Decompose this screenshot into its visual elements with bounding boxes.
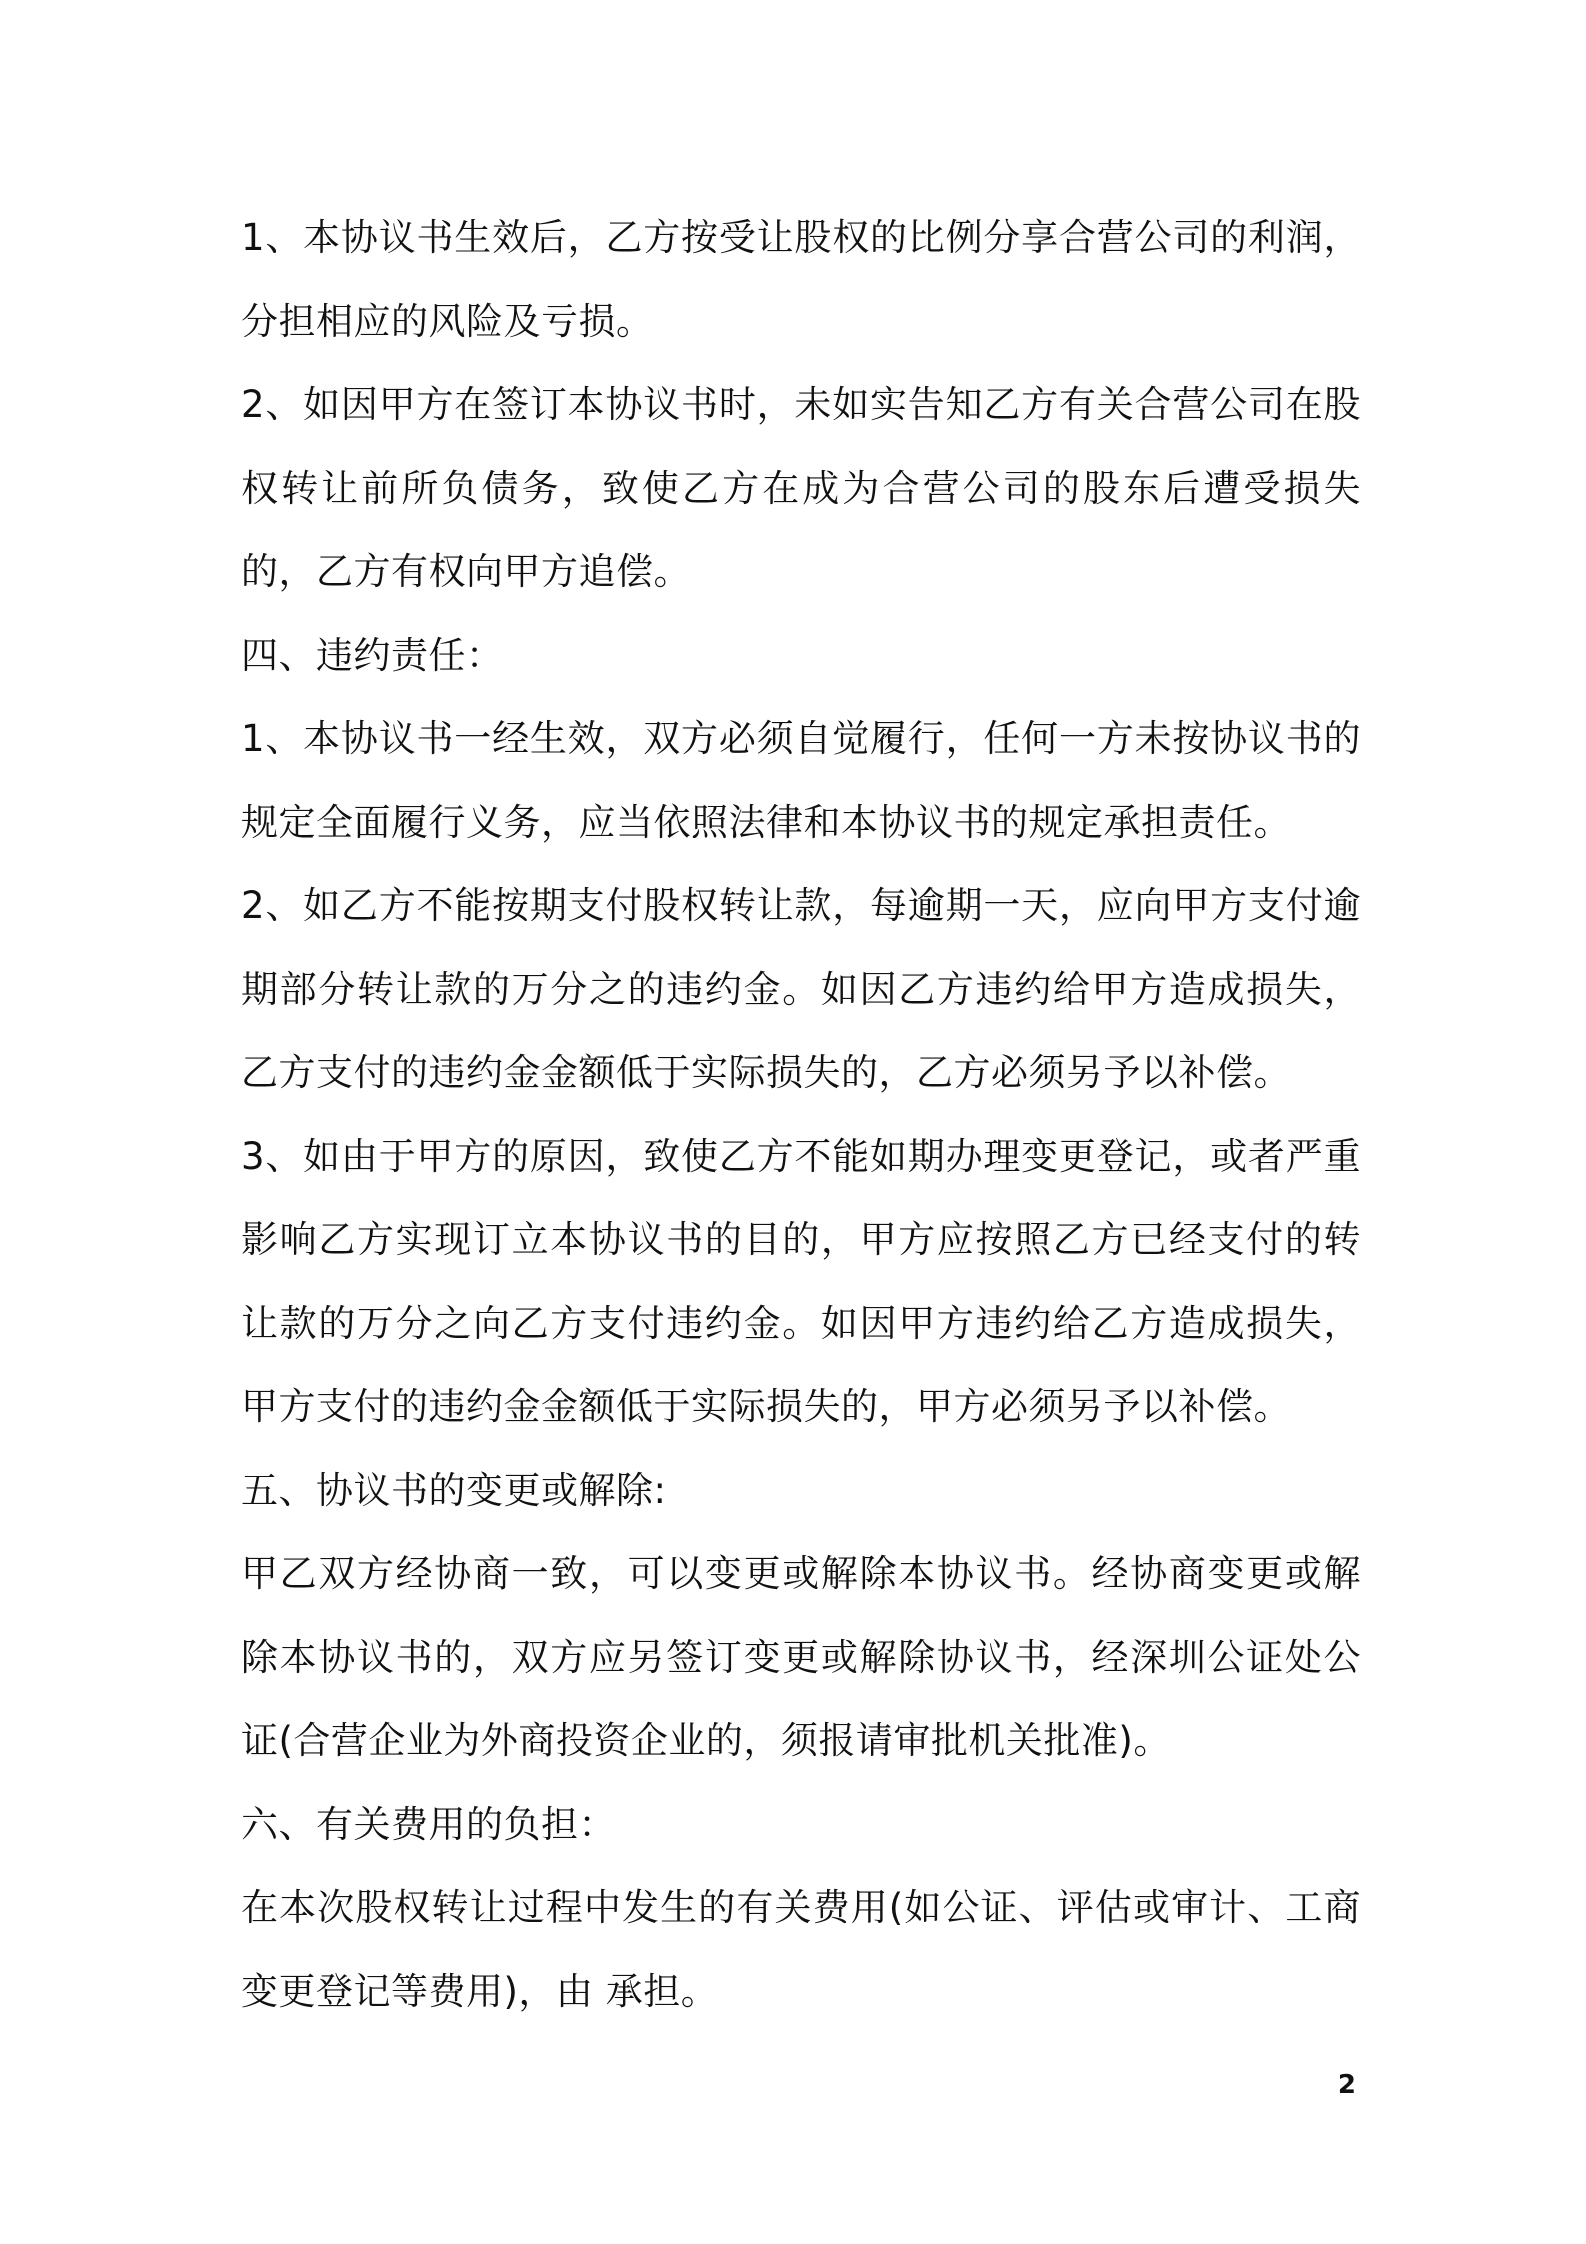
clause-paragraph: 3、如由于甲方的原因，致使乙方不能如期办理变更登记，或者严重影响乙方实现订立本协议书的目的，甲方应按照乙方已经支付的转让款的万分之向乙方支付违约金。如因甲方违约给乙方造成损失，甲方支付的违约金金额低于实际损失的，甲方必须另予以补偿。	[241, 1134, 1361, 1428]
clause-paragraph: 甲乙双方经协商一致，可以变更或解除本协议书。经协商变更或解除本协议书的，双方应另签订变更或解除协议书，经深圳公证处公证(合营企业为外商投资企业的，须报请审批机关批准)。	[241, 1552, 1361, 1762]
clause-paragraph: 2、如乙方不能按期支付股权转让款，每逾期一天，应向甲方支付逾期部分转让款的万分之的违约金。如因乙方违约给甲方造成损失，乙方支付的违约金金额低于实际损失的，乙方必须另予以补偿。	[241, 884, 1361, 1094]
document-body	[241, 196, 1361, 2033]
section-heading: 五、协议书的变更或解除:	[241, 1468, 667, 1512]
clause-paragraph: 在本次股权转让过程中发生的有关费用(如公证、评估或审计、工商变更登记等费用)，由 承担。	[241, 1886, 1361, 2013]
clause-paragraph: 2、如因甲方在签订本协议书时，未如实告知乙方有关合营公司在股权转让前所负债务，致使乙方在成为合营公司的股东后遭受损失的，乙方有权向甲方追偿。	[241, 383, 1361, 593]
page-number: 2	[1337, 2070, 1356, 2100]
clause-paragraph: 1、本协议书生效后，乙方按受让股权的比例分享合营公司的利润，分担相应的风险及亏损。	[241, 216, 1361, 343]
section-heading: 四、违约责任：	[241, 633, 504, 677]
clause-paragraph: 1、本协议书一经生效，双方必须自觉履行，任何一方未按协议书的规定全面履行义务，应当依照法律和本协议书的规定承担责任。	[241, 717, 1361, 844]
section-heading: 六、有关费用的负担：	[241, 1802, 616, 1846]
